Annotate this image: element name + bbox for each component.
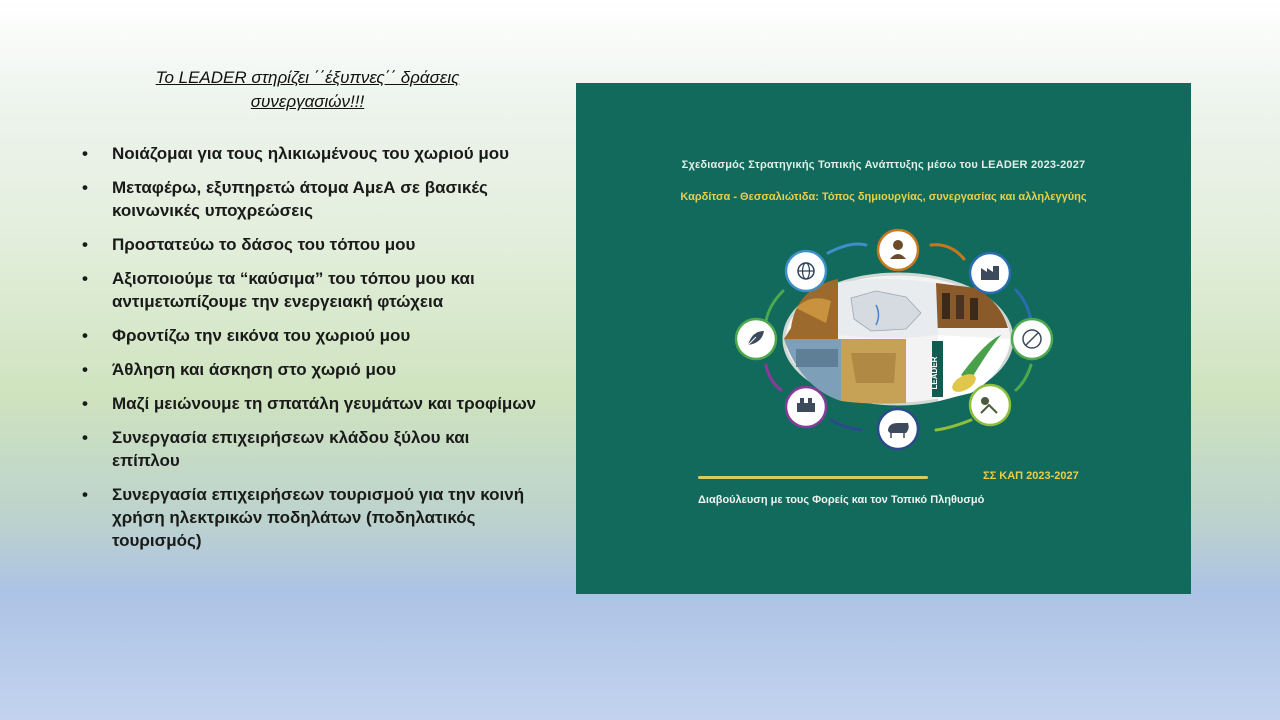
factory-icon [970, 253, 1010, 293]
divider-bar [698, 476, 928, 479]
cattle-icon [878, 409, 918, 449]
workshop-icon [786, 387, 826, 427]
connector-arc [931, 245, 964, 259]
bullet-item: • Αξιοποιούμε τα “καύσιμα” του τόπου μου και αντιμετωπίζουμε την ενεργειακή φτώχεια [80, 267, 540, 313]
thessaly-collage [784, 274, 1012, 404]
bullet-item: • Φροντίζω την εικόνα του χωριού μου [80, 324, 540, 347]
nature-icon [736, 319, 776, 359]
no-waste-icon [1012, 319, 1052, 359]
slide-title-line-2: συνεργασιών!!! [250, 92, 365, 111]
cover-footer: Διαβούλευση με τους Φορείς και τον Τοπικό Πληθυσμό [698, 494, 985, 506]
globe-icon [786, 251, 826, 291]
connector-arc [1016, 365, 1031, 390]
leader-cover-image [576, 83, 1191, 594]
cover-header: Σχεδιασμός Στρατηγικής Τοπικής Ανάπτυξης μέσω του LEADER 2023-2027 [681, 159, 1086, 171]
cover-subheader: Καρδίτσα - Θεσσαλιώτιδα: Τόπος δημιουργίας, συνεργασίας και αλληλεγγύης [680, 191, 1087, 203]
bullet-item: • Νοιάζομαι για τους ηλικιωμένους του χωριού μου [80, 142, 540, 165]
connector-arc [936, 420, 971, 430]
farm-work-icon [970, 385, 1010, 425]
connector-arc [766, 291, 783, 321]
bullet-item: • Συνεργασία επιχειρήσεων τουρισμού για την κοινή χρήση ηλεκτρικών ποδηλάτων (ποδηλατικός τουρισμός) [80, 483, 540, 552]
slide-title [110, 66, 505, 114]
connector-arc [831, 420, 861, 430]
bullet-item: • Άθληση και άσκηση στο χωριό μου [80, 358, 540, 381]
leader-diagram [576, 83, 1191, 594]
bullet-item: • Προστατεύω το δάσος του τόπου μου [80, 233, 540, 256]
slide-title-line-1: Το LEADER στηρίζει ΄΄έξυπνες΄΄ δράσεις [155, 68, 460, 87]
connector-arc [828, 244, 866, 253]
connector-arc [766, 365, 781, 390]
farmer-icon [878, 230, 918, 270]
bullet-item: • Μεταφέρω, εξυπηρετώ άτομα ΑμεΑ σε βασικές κοινωνικές υποχρεώσεις [80, 176, 540, 222]
connector-arc [1016, 290, 1031, 321]
leader-logo-text: LEADER [930, 356, 939, 390]
bullet-item: • Συνεργασία επιχειρήσεων κλάδου ξύλου και επίπλου [80, 426, 540, 472]
bullet-item: • Μαζί μειώνουμε τη σπατάλη γευμάτων και τροφίμων [80, 392, 540, 415]
bullet-list [80, 142, 540, 563]
cap-label: ΣΣ ΚΑΠ 2023-2027 [983, 470, 1079, 482]
